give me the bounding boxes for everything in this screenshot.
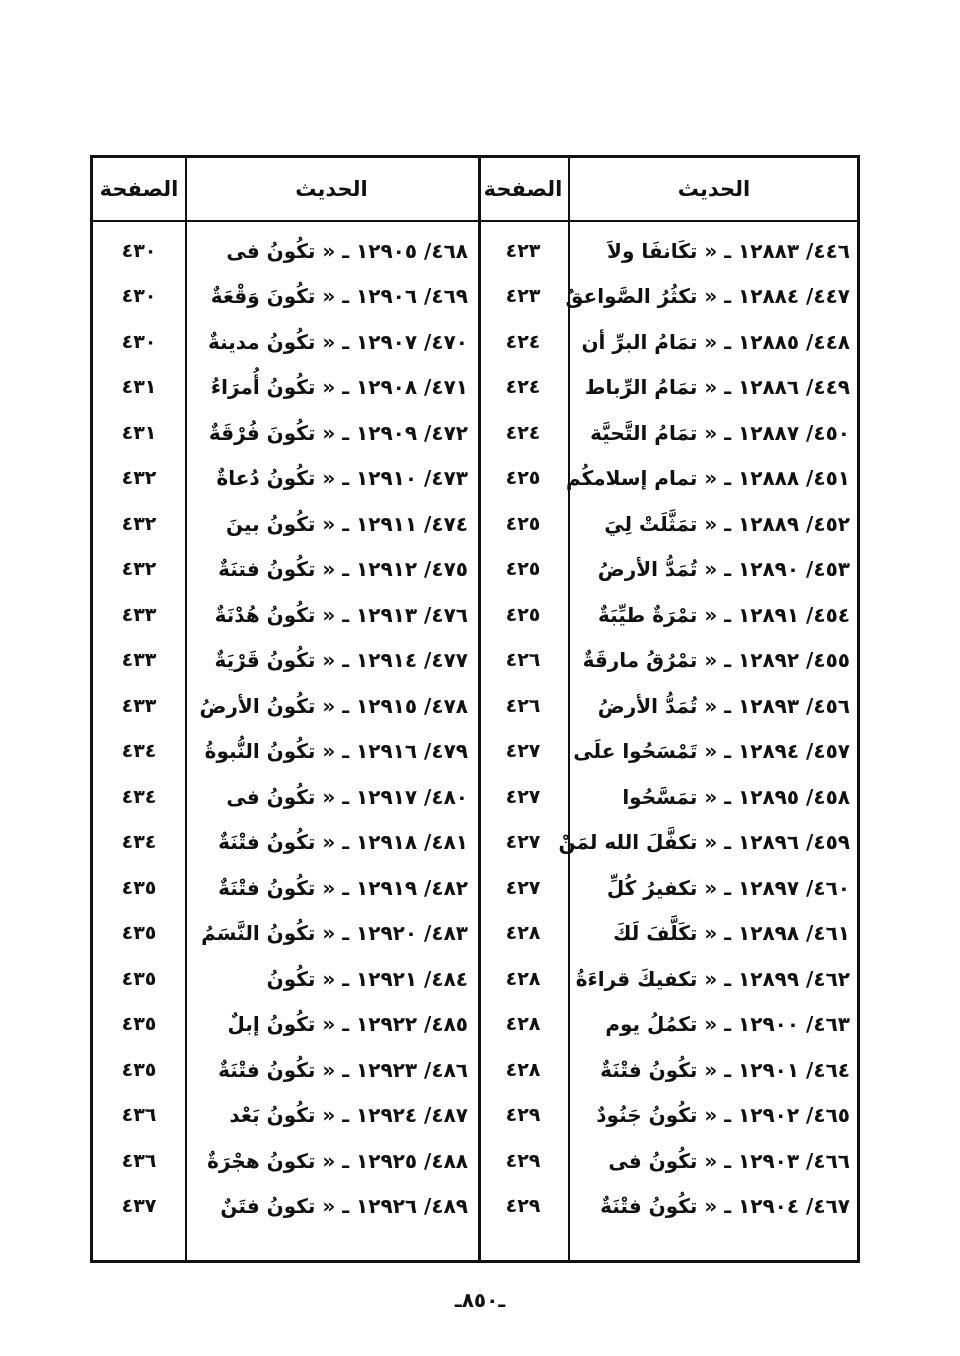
left-page-cell: ٤٣٠ bbox=[121, 285, 157, 307]
table-row bbox=[93, 1002, 857, 1047]
left-page-cell: ٤٣٥ bbox=[121, 1013, 157, 1035]
left-hadith-cell: ٤٧٦/ ١٢٩١٣ ـ « تكُونُ هُدْنَةٌ bbox=[214, 602, 468, 627]
right-page-cell: ٤٢٧ bbox=[505, 876, 541, 899]
left-page-cell: ٤٣٣ bbox=[121, 603, 157, 626]
right-page-cell: ٤٢٤ bbox=[505, 421, 541, 444]
table-row bbox=[93, 820, 857, 865]
left-page-header: الصفحة bbox=[99, 177, 179, 201]
left-hadith-cell: ٤٧١/ ١٢٩٠٨ ـ « تكُونُ أُمرَاءُ bbox=[210, 375, 468, 399]
right-hadith-cell: ٤٥١/ ١٢٨٨٨ ـ « تمام إسلامكُم bbox=[565, 466, 850, 490]
header-divider bbox=[93, 220, 857, 222]
left-hadith-cell: ٤٧٠/ ١٢٩٠٧ ـ « تكُونُ مدينةٌ bbox=[207, 329, 468, 354]
right-hadith-cell: ٤٥٠/ ١٢٨٨٧ ـ « تمَامُ التَّحيَّة bbox=[590, 420, 850, 445]
right-page-cell: ٤٢٨ bbox=[505, 922, 541, 944]
left-hadith-cell: ٤٧٩/ ١٢٩١٦ ـ « تكُونُ النُّبوةُ bbox=[204, 739, 468, 763]
right-page-cell: ٤٢٧ bbox=[505, 785, 541, 808]
table-row bbox=[93, 456, 857, 501]
left-page-cell: ٤٣٤ bbox=[121, 740, 157, 762]
left-page-cell: ٤٣١ bbox=[121, 421, 157, 444]
table-row bbox=[93, 911, 857, 956]
left-hadith-cell: ٤٨٥/ ١٢٩٢٢ ـ « تكُونُ إبلٌ bbox=[227, 1012, 468, 1036]
left-hadith-cell: ٤٨٨/ ١٢٩٢٥ ـ « تكونُ هجْرَةٌ bbox=[207, 1148, 468, 1173]
right-page-cell: ٤٢٥ bbox=[505, 467, 541, 489]
left-page-cell: ٤٣٣ bbox=[121, 694, 157, 717]
right-page-cell: ٤٢٤ bbox=[505, 330, 541, 353]
right-hadith-header: الحديث bbox=[677, 177, 751, 201]
right-page-cell: ٤٢٥ bbox=[505, 512, 541, 535]
left-hadith-cell: ٤٧٧/ ١٢٩١٤ ـ « تكُونُ قَرْيَةٌ bbox=[214, 648, 468, 672]
right-page-cell: ٤٢٧ bbox=[505, 740, 541, 762]
left-page-cell: ٤٣٠ bbox=[121, 239, 157, 262]
left-page-cell: ٤٣٤ bbox=[121, 785, 157, 808]
right-hadith-cell: ٤٥٤/ ١٢٨٩١ ـ « تمْرَةٌ طيِّبَةٌ bbox=[597, 602, 850, 627]
right-hadith-cell: ٤٥٣/ ١٢٨٩٠ ـ « تُمَدُّ الأرضُ bbox=[597, 557, 850, 581]
left-hadith-cell: ٤٨٧/ ١٢٩٢٤ ـ « تكُونُ بَعْد bbox=[229, 1103, 468, 1127]
left-hadith-cell: ٤٨١/ ١٢٩١٨ ـ « تكُونُ فتْنَةٌ bbox=[218, 830, 468, 854]
table-row bbox=[93, 1093, 857, 1138]
right-hadith-cell: ٤٦٢/ ١٢٨٩٩ ـ « تكفيكَ قراءَةُ bbox=[575, 966, 850, 991]
right-page-cell: ٤٢٣ bbox=[505, 285, 541, 307]
left-page-cell: ٤٣٦ bbox=[121, 1149, 157, 1172]
table-row bbox=[93, 228, 857, 273]
left-page-cell: ٤٣٤ bbox=[121, 831, 157, 853]
right-hadith-cell: ٤٦٥/ ١٢٩٠٢ ـ « تكُونُ جَنُودٌ bbox=[596, 1103, 850, 1127]
left-hadith-cell: ٤٨٤/ ١٢٩٢١ ـ « تكُونُ bbox=[266, 966, 468, 991]
left-page-cell: ٤٣٥ bbox=[121, 967, 157, 990]
right-hadith-cell: ٤٦٦/ ١٢٩٠٣ ـ « تكُونُ فى bbox=[608, 1148, 850, 1173]
table-row bbox=[93, 365, 857, 410]
table-row bbox=[93, 501, 857, 546]
table-row bbox=[93, 547, 857, 592]
right-page-cell: ٤٢٩ bbox=[505, 1195, 541, 1217]
left-hadith-cell: ٤٦٨/ ١٢٩٠٥ ـ « تكُونُ فى bbox=[226, 238, 468, 263]
right-page-cell: ٤٢٧ bbox=[505, 831, 541, 853]
left-hadith-cell: ٤٨٠/ ١٢٩١٧ ـ « تكُونُ فى bbox=[226, 784, 468, 809]
page-number: ـ٨٥٠ـ bbox=[454, 1288, 506, 1312]
right-page-cell: ٤٢٨ bbox=[505, 1058, 541, 1081]
right-page-cell: ٤٢٥ bbox=[505, 558, 541, 580]
right-hadith-cell: ٤٤٦/ ١٢٨٨٣ ـ « تكَانفَا ولاَ bbox=[607, 238, 850, 263]
right-page-cell: ٤٢٤ bbox=[505, 376, 541, 398]
right-hadith-cell: ٤٦٧/ ١٢٩٠٤ ـ « تكُونُ فتْنَةٌ bbox=[600, 1194, 850, 1218]
right-hadith-cell: ٤٦٠/ ١٢٨٩٧ ـ « تكفيرُ كُلِّ bbox=[606, 875, 850, 900]
left-page-cell: ٤٣٥ bbox=[121, 876, 157, 899]
left-hadith-cell: ٤٧٤/ ١٢٩١١ ـ « تكُونُ بينَ bbox=[226, 511, 468, 536]
table-row bbox=[93, 956, 857, 1001]
table-row bbox=[93, 1184, 857, 1229]
right-hadith-cell: ٤٦٣/ ١٢٩٠٠ ـ « تكمُلُ يوم bbox=[605, 1012, 850, 1036]
index-table bbox=[90, 155, 860, 1263]
right-page-cell: ٤٢٩ bbox=[505, 1104, 541, 1126]
right-hadith-cell: ٤٦٤/ ١٢٩٠١ ـ « تكُونُ فتْنَةٌ bbox=[600, 1057, 850, 1082]
left-page-cell: ٤٣٢ bbox=[121, 558, 157, 580]
right-hadith-cell: ٤٦١/ ١٢٨٩٨ ـ « تكَلَّفَ لَكَ bbox=[613, 921, 850, 945]
right-hadith-cell: ٤٥٧/ ١٢٨٩٤ ـ « تَمْسَحُوا علَى bbox=[573, 739, 850, 763]
left-page-cell: ٤٣٥ bbox=[121, 922, 157, 944]
left-hadith-cell: ٤٧٨/ ١٢٩١٥ ـ « تكُونُ الأرضُ bbox=[199, 693, 468, 718]
right-page-cell: ٤٢٨ bbox=[505, 1013, 541, 1035]
table-row bbox=[93, 319, 857, 364]
table-row bbox=[93, 638, 857, 683]
right-hadith-cell: ٤٥٥/ ١٢٨٩٢ ـ « تمْرُقُ مارقَةٌ bbox=[582, 648, 850, 672]
table-row bbox=[93, 1138, 857, 1183]
right-hadith-cell: ٤٤٩/ ١٢٨٨٦ ـ « تمَامُ الرِّباط bbox=[584, 375, 850, 399]
left-page-cell: ٤٣٥ bbox=[121, 1058, 157, 1081]
right-page-cell: ٤٢٦ bbox=[505, 649, 541, 671]
left-hadith-cell: ٤٨٩/ ١٢٩٢٦ ـ « تكونُ فتَنٌ bbox=[220, 1194, 468, 1218]
left-page-cell: ٤٣٧ bbox=[121, 1195, 157, 1217]
right-page-header: الصفحة bbox=[483, 177, 563, 201]
right-page-cell: ٤٢٩ bbox=[505, 1149, 541, 1172]
left-page-cell: ٤٣٣ bbox=[121, 649, 157, 671]
table-row bbox=[93, 410, 857, 455]
left-page-cell: ٤٣٠ bbox=[121, 330, 157, 353]
table-row bbox=[93, 774, 857, 819]
right-page-cell: ٤٢٥ bbox=[505, 603, 541, 626]
left-hadith-cell: ٤٦٩/ ١٢٩٠٦ ـ « تكُونَ وَقْعَةٌ bbox=[210, 284, 468, 308]
left-page-cell: ٤٣٢ bbox=[121, 467, 157, 489]
table-row bbox=[93, 274, 857, 319]
right-hadith-cell: ٤٥٢/ ١٢٨٨٩ ـ « تمَثَّلَتْ لِيَ bbox=[604, 511, 850, 536]
right-hadith-cell: ٤٥٦/ ١٢٨٩٣ ـ « تُمَدُّ الأرضُ bbox=[597, 693, 850, 718]
left-page-cell: ٤٣٦ bbox=[121, 1104, 157, 1126]
right-hadith-cell: ٤٥٩/ ١٢٨٩٦ ـ « تكفَّلَ الله لمَنْ bbox=[558, 830, 850, 854]
table-row bbox=[93, 683, 857, 728]
table-row bbox=[93, 1047, 857, 1092]
left-hadith-cell: ٤٧٣/ ١٢٩١٠ ـ « تكُونُ دُعاةٌ bbox=[216, 466, 468, 490]
table-row bbox=[93, 592, 857, 637]
left-hadith-cell: ٤٨٣/ ١٢٩٢٠ ـ « تكُونُ النَّسَمُ bbox=[201, 921, 468, 945]
left-hadith-header: الحديث bbox=[295, 177, 368, 201]
right-page-cell: ٤٢٣ bbox=[505, 239, 541, 262]
left-page-cell: ٤٣٢ bbox=[121, 512, 157, 535]
table-row bbox=[93, 729, 857, 774]
right-hadith-cell: ٤٤٨/ ١٢٨٨٥ ـ « تمَامُ البرِّ أن bbox=[581, 329, 850, 354]
left-page-cell: ٤٣١ bbox=[121, 376, 157, 398]
table-row bbox=[93, 865, 857, 910]
right-page-cell: ٤٢٦ bbox=[505, 694, 541, 717]
left-hadith-cell: ٤٧٥/ ١٢٩١٢ ـ « تكُونُ فتنَةٌ bbox=[218, 557, 468, 581]
left-hadith-cell: ٤٨٦/ ١٢٩٢٣ ـ « تكُونُ فتْنَةٌ bbox=[218, 1057, 468, 1082]
right-hadith-cell: ٤٥٨/ ١٢٨٩٥ ـ « تمَسَّحُوا bbox=[622, 784, 850, 809]
right-page-cell: ٤٢٨ bbox=[505, 967, 541, 990]
right-hadith-cell: ٤٤٧/ ١٢٨٨٤ ـ « تكثُرُ الصَّواعقُ bbox=[565, 284, 850, 308]
left-hadith-cell: ٤٨٢/ ١٢٩١٩ ـ « تكُونُ فتْنَةٌ bbox=[218, 875, 468, 900]
left-hadith-cell: ٤٧٢/ ١٢٩٠٩ ـ « تكُونَ فُرْقَةٌ bbox=[208, 420, 468, 445]
